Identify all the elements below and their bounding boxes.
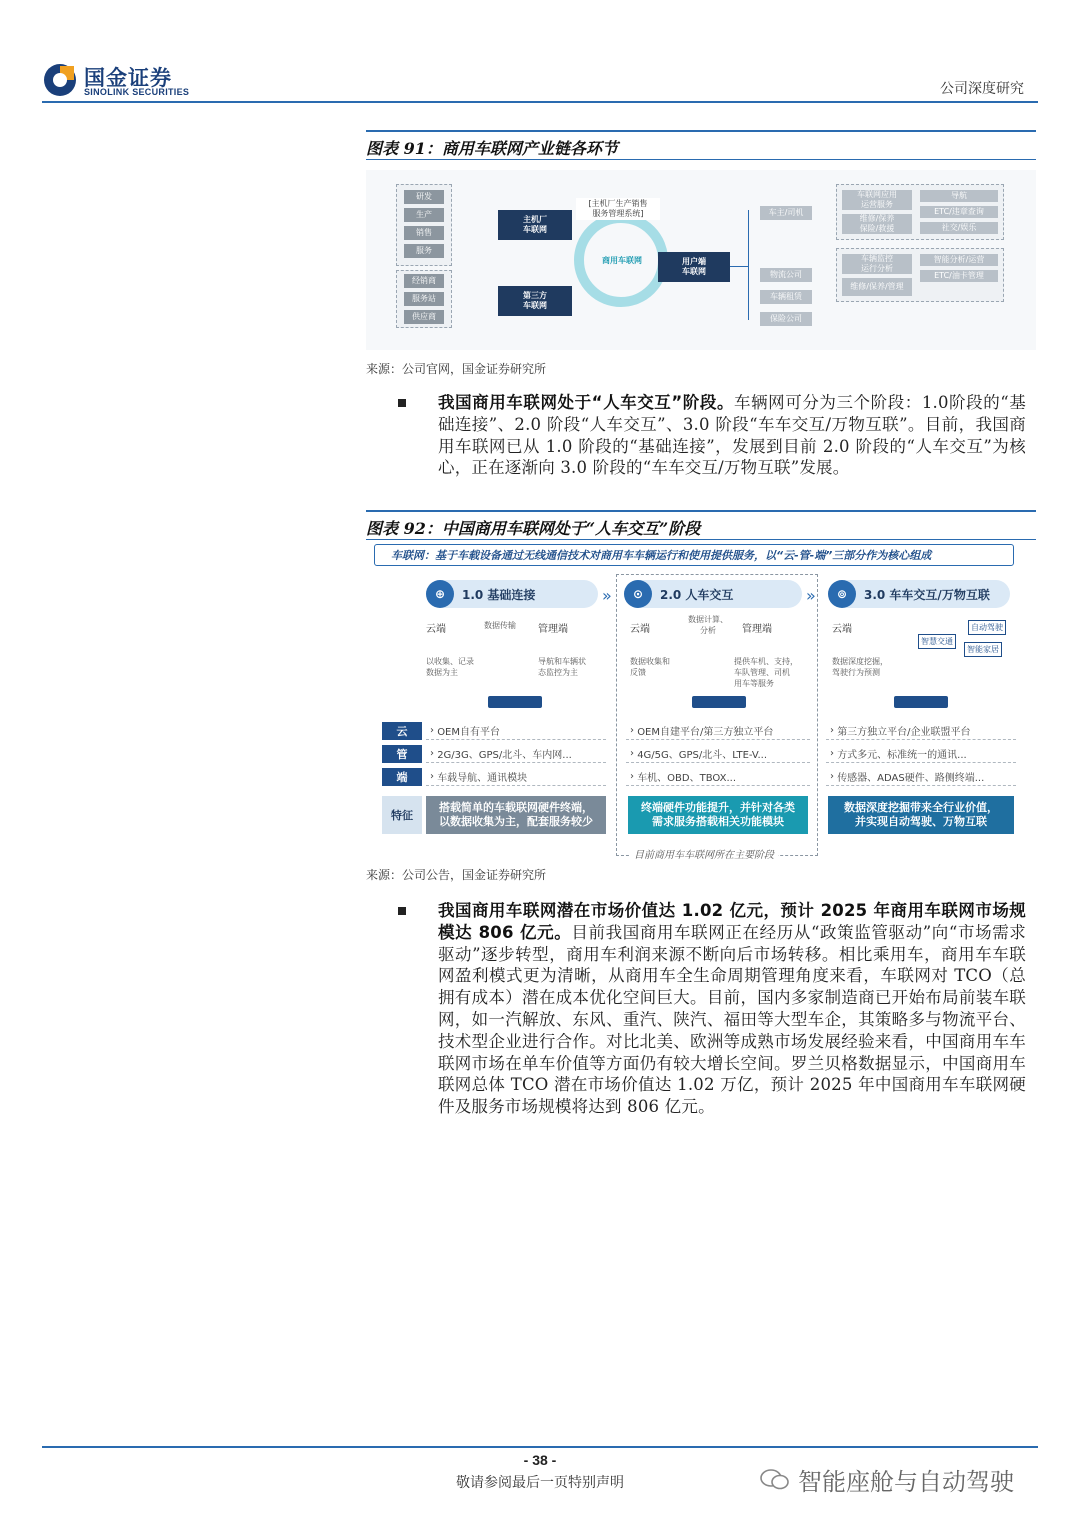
- cloud-label: 云端: [426, 624, 446, 635]
- figure-92-diagram: [366, 540, 1036, 861]
- right-item: 车辆监控 运行分析: [842, 254, 912, 274]
- watermark: [760, 1462, 1014, 1497]
- left-item: 供应商: [404, 310, 444, 324]
- right-item: ETC/违章查询: [920, 206, 998, 218]
- tag-smart-traffic: 智慧交通: [918, 634, 956, 649]
- figure-92-title: 图表 92：中国商用车联网处于“人车交互”阶段: [366, 510, 1036, 540]
- stage-1-guan: › 2G/3G、GPS/北斗、车内网...: [426, 745, 606, 763]
- tag-autonomous: 自动驾驶: [968, 620, 1006, 635]
- stage-2-title: 2.0 人车交互: [660, 587, 734, 602]
- car-icon: ⊙: [624, 580, 652, 608]
- watermark-text: 智能座舱与自动驾驶: [798, 1468, 1014, 1496]
- left-note: 数据深度挖掘， 驾驶行为预测: [832, 657, 888, 677]
- left-note: 以收集、记录 数据为主: [426, 657, 474, 677]
- row-label-cloud: 云: [382, 722, 422, 740]
- stage-2-duan: › 车机、OBD、TBOX...: [626, 768, 810, 786]
- cloud-label: 云端: [630, 624, 650, 635]
- stage-3-yun: › 第三方独立平台/企业联盟平台: [826, 722, 1016, 740]
- right-mid-item: 保险公司: [760, 312, 812, 326]
- stage-2-feature: 终端硬件功能提升，并针对各类 需求服务搭载相关功能模块: [628, 796, 808, 834]
- figure-91-source: 来源：公司官网，国金证券研究所: [366, 362, 547, 376]
- paragraph-2-body: 目前我国商用车联网正在经历从“政策监管驱动”向“市场需求驱动”逐步转型，商用车利润来源不断向后市场转移。相比乘用车，商用车车联网盈利模式更为清晰，从商用车全生命周期管理角度来看，车联网对 TCO（总拥有成本）潜在成本优化空间巨大。目前，国内多家制造商已开始布局前装车联网，如一汽解放、东风、重汽、陕汽、福田等大型车企，其策略多与物流平台、技术型企业进行合作。对比北美、欧洲等成熟市场发展经验来看，中国商用车车联网市场在单车价值等方面仍有较大增长空间。罗兰贝格数据显示，中国商用车联网总体 TCO 潜在市场价值达 1.02 万亿，预计 2025 年中国商用车车联网硬件及服务市场规模将达到 806 亿元。: [438, 922, 1027, 1117]
- stage-1-title: 1.0 基础连接: [462, 587, 536, 602]
- chevron-right-icon: »: [602, 586, 612, 605]
- truck-icon: [894, 696, 948, 708]
- row-label-pipe: 管: [382, 745, 422, 763]
- row-label-terminal: 端: [382, 768, 422, 786]
- mgmt-label: 管理端: [742, 624, 772, 635]
- stage-3-header: [828, 580, 1010, 608]
- stage-1-yun: › OEM自有平台: [426, 722, 606, 740]
- stage-3-body: [832, 614, 1016, 714]
- hub-note: [主机厂生产销售 服务管理系统]: [576, 198, 660, 220]
- flow-label: 数据传输: [484, 621, 516, 630]
- cloud-label: 云端: [832, 624, 852, 635]
- wechat-icon: [760, 1468, 790, 1492]
- bullet-icon: [398, 907, 406, 915]
- node-oem: 主机厂 车联网: [498, 210, 572, 240]
- right-note: 提供车机、支持， 车队管理、司机 用车等服务: [734, 657, 798, 688]
- left-item: 服务: [404, 244, 444, 258]
- brand-name-cn: 国金证券: [84, 66, 172, 90]
- left-item: 销售: [404, 226, 444, 240]
- report-type: 公司深度研究: [940, 81, 1024, 97]
- bullet-icon: [398, 399, 406, 407]
- right-item: 智能分析/运营: [920, 254, 998, 266]
- paragraph-1: [438, 392, 1026, 479]
- left-item: 服务站: [404, 292, 444, 306]
- flow-label: 数据计算、 分析: [688, 615, 728, 635]
- right-mid-item: 物流公司: [760, 268, 812, 282]
- paragraph-1-body: 车辆网可分为三个阶段：1.0阶段的“基础连接”、2.0 阶段“人车交互”、3.0 阶段“车车交互/万物互联”。目前，我国商用车联网已从 1.0 阶段的“基础连接”，发展到目前 2.0 阶段的“人车交互”为核心，正在逐渐向 3.0 阶段的“车车交互/万物互联”发展。: [438, 393, 1026, 478]
- right-mid-item: 车主/司机: [760, 206, 812, 220]
- paragraph-2: [438, 900, 1026, 1118]
- paragraph-2-lead: 我国商用车联网潜在市场价值达 1.02 亿元，预计 2025 年商用车联网市场规模达 806 亿元。: [438, 901, 1026, 942]
- left-item: 经销商: [404, 274, 444, 288]
- left-item: 生产: [404, 208, 444, 222]
- left-item: 研发: [404, 190, 444, 204]
- right-note: 导航和车辆状 态监控为主: [538, 657, 586, 677]
- current-stage-label: 目前商用车车联网所在主要阶段: [630, 846, 778, 861]
- stage-2-header: [624, 580, 802, 608]
- mgmt-label: 管理端: [538, 624, 568, 635]
- stage-3-guan: › 方式多元、标准统一的通讯...: [826, 745, 1016, 763]
- right-item: ETC/油卡管理: [920, 270, 998, 282]
- figure-92-source: 来源：公司公告，国金证券研究所: [366, 868, 547, 882]
- network-icon: ⊕: [426, 580, 454, 608]
- stage-3-title: 3.0 车车交互/万物互联: [864, 587, 990, 602]
- stage-1-body: [426, 614, 606, 714]
- disclaimer-note: 敬请参阅最后一页特别声明: [456, 1475, 624, 1491]
- left-note: 数据收集和 反馈: [630, 657, 670, 677]
- sinolink-logo-icon: [42, 62, 78, 98]
- page-number: - 38 -: [523, 1452, 557, 1468]
- stage-1-duan: › 车载导航、通讯模块: [426, 768, 606, 786]
- hub-label: 商用车联网: [602, 256, 642, 265]
- chevron-right-icon: »: [806, 586, 816, 605]
- right-item: 维修/保养/管理: [842, 278, 912, 296]
- right-item: 社交/娱乐: [920, 222, 998, 234]
- row-label-feature: 特征: [382, 796, 422, 834]
- stage-3-feature: 数据深度挖掘带来全行业价值， 并实现自动驾驶、万物互联: [828, 796, 1014, 834]
- right-item: 维修/保养 保险/救援: [842, 214, 912, 234]
- stage-3-duan: › 传感器、ADAS硬件、路侧终端...: [826, 768, 1016, 786]
- stage-1-feature: 搭载简单的车载联网硬件终端， 以数据收集为主，配套服务较少: [426, 796, 606, 834]
- footer-divider: [42, 1446, 1038, 1448]
- figure-91-diagram: [366, 170, 1036, 350]
- truck-icon: [488, 696, 542, 708]
- header-divider: [42, 101, 1038, 103]
- right-item: 导航: [920, 190, 998, 202]
- truck-icon: [692, 696, 746, 708]
- right-item: 车联网应用 运营服务: [842, 190, 912, 210]
- figure-92-banner: 车联网：基于车载设备通过无线通信技术对商用车车辆运行和使用提供服务，以“云-管-端”三部分作为核心组成: [374, 544, 1014, 566]
- stage-1-header: [426, 580, 598, 608]
- figure-91-title: 图表 91：商用车联网产业链各环节: [366, 130, 1036, 160]
- paragraph-1-lead: 我国商用车联网处于“人车交互”阶段。: [438, 393, 735, 412]
- right-mid-item: 车辆租赁: [760, 290, 812, 304]
- stage-2-guan: › 4G/5G、GPS/北斗、LTE-V...: [626, 745, 810, 763]
- stage-2-yun: › OEM自建平台/第三方独立平台: [626, 722, 810, 740]
- brand-name-en: SINOLINK SECURITIES: [84, 87, 190, 97]
- node-third-party: 第三方 车联网: [498, 286, 572, 316]
- connected-car-icon: ⊚: [828, 580, 856, 608]
- node-user: 用户端 车联网: [658, 252, 730, 282]
- stage-2-body: [630, 614, 810, 714]
- tag-smart-home: 智能家居: [964, 642, 1002, 657]
